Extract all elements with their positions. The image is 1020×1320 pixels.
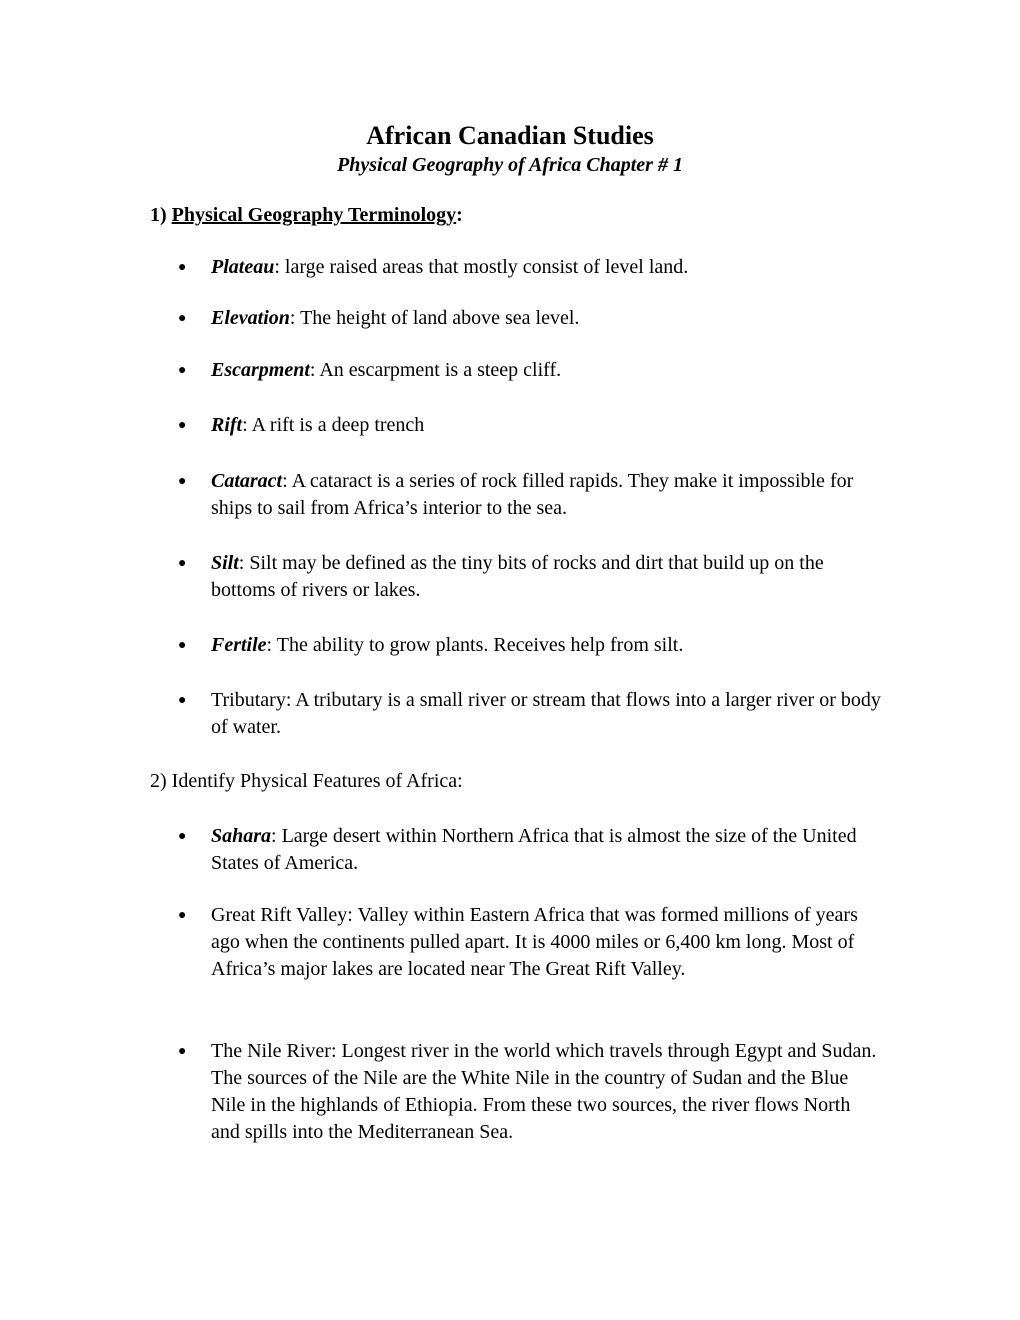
term: Silt <box>211 552 239 574</box>
bullet-icon: ● <box>178 474 187 489</box>
definition: : Silt may be defined as the tiny bits of rocks and dirt that build up on the bottoms of rivers or lakes. <box>211 552 824 601</box>
definition: : An escarpment is a steep cliff. <box>309 359 562 381</box>
document-subtitle: Physical Geography of Africa Chapter # 1 <box>337 154 683 176</box>
bullet-icon: ● <box>178 556 187 571</box>
section-1-number: 1) <box>150 204 172 226</box>
definition: Great Rift Valley: Valley within Eastern Africa that was formed millions of years ago when the continents pulled apart. It is 4000 miles or 6,400 km long. Most of Africa’s major lakes are located near The Great Rift Valley. <box>211 904 858 980</box>
section-1-colon: : <box>456 204 463 226</box>
term: Rift <box>211 414 243 436</box>
term: Escarpment <box>211 359 310 381</box>
bullet-icon: ● <box>178 638 187 653</box>
bullet-icon: ● <box>178 363 187 378</box>
document-title: African Canadian Studies <box>366 121 654 150</box>
definition: : A rift is a deep trench <box>242 414 425 436</box>
section-2-heading: 2) Identify Physical Features of Africa: <box>150 770 463 792</box>
list-item <box>211 902 881 983</box>
list-item <box>211 468 881 522</box>
list-item <box>211 357 881 384</box>
bullet-icon: ● <box>178 260 187 275</box>
definition: : The ability to grow plants. Receives help from silt. <box>266 634 684 656</box>
bullet-icon: ● <box>178 693 187 708</box>
definition: The Nile River: Longest river in the world which travels through Egypt and Sudan. The sources of the Nile are the White Nile in the country of Sudan and the Blue Nile in the highlands of Ethiopia. From these two sources, the river flows North and spills into the Mediterranean Sea. <box>211 1040 877 1143</box>
list-item <box>211 305 881 332</box>
bullet-icon: ● <box>178 311 187 326</box>
list-item <box>211 632 881 659</box>
definition: Tributary: A tributary is a small river or stream that flows into a larger river or body of water. <box>211 689 881 738</box>
bullet-icon: ● <box>178 1044 187 1059</box>
bullet-icon: ● <box>178 908 187 923</box>
list-item <box>211 412 881 439</box>
list-item <box>211 823 881 877</box>
term: Plateau <box>211 256 275 278</box>
list-item <box>211 1038 881 1146</box>
definition: : large raised areas that mostly consist of level land. <box>274 256 689 278</box>
list-item <box>211 687 881 741</box>
definition: : The height of land above sea level. <box>289 307 580 329</box>
definition: : Large desert within Northern Africa that is almost the size of the United States of America. <box>211 825 857 874</box>
term: Elevation <box>211 307 290 329</box>
section-1-heading <box>150 202 463 228</box>
section-1-title: Physical Geography Terminology <box>171 204 457 226</box>
term: Fertile <box>211 634 267 656</box>
list-item <box>211 550 881 604</box>
definition: : A cataract is a series of rock filled rapids. They make it impossible for ships to sail from Africa’s interior to the sea. <box>211 470 854 519</box>
bullet-icon: ● <box>178 829 187 844</box>
term: Sahara <box>211 825 272 847</box>
list-item <box>211 254 881 281</box>
term: Cataract <box>211 470 283 492</box>
bullet-icon: ● <box>178 418 187 433</box>
